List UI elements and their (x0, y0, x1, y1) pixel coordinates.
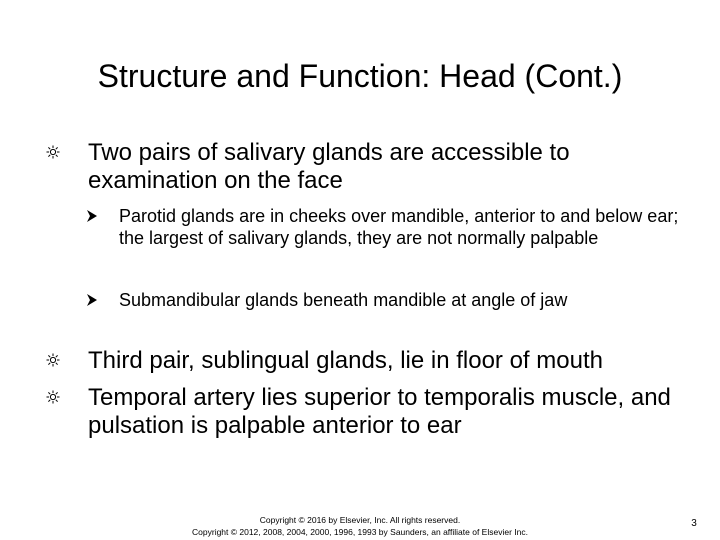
copyright-line-1: Copyright © 2016 by Elsevier, Inc. All rights reserved. (259, 515, 461, 525)
bullet-item-sublingual (88, 347, 688, 375)
arrowhead-bullet-icon (86, 293, 98, 307)
copyright-line-2: Copyright © 2012, 2008, 2004, 2000, 1996, 1993 by Saunders, an affiliate of Elsevier Inc. (192, 527, 528, 537)
sub-bullet-item-submandibular (119, 289, 679, 311)
bullet-item-salivary-glands (88, 139, 688, 195)
sun-flower-bullet-icon (46, 353, 60, 367)
sub-bullet-text: Submandibular glands beneath mandible at angle of jaw (119, 290, 568, 310)
bullet-item-temporal-artery (88, 384, 688, 440)
bullet-text: Third pair, sublingual glands, lie in floor of mouth (88, 347, 603, 374)
sub-bullet-item-parotid (119, 205, 679, 249)
slide-title: Structure and Function: Head (Cont.) (97, 58, 623, 94)
sun-flower-bullet-icon (46, 390, 60, 404)
bullet-text: Two pairs of salivary glands are accessible to examination on the face (88, 139, 570, 194)
sub-bullet-text: Parotid glands are in cheeks over mandible, anterior to and below ear; the largest of salivary glands, they are not normally palpable (119, 206, 679, 248)
page-number: 3 (691, 518, 697, 529)
sun-flower-bullet-icon (46, 145, 60, 159)
bullet-text: Temporal artery lies superior to temporalis muscle, and pulsation is palpable anterior to ear (88, 384, 671, 439)
arrowhead-bullet-icon (86, 209, 98, 223)
